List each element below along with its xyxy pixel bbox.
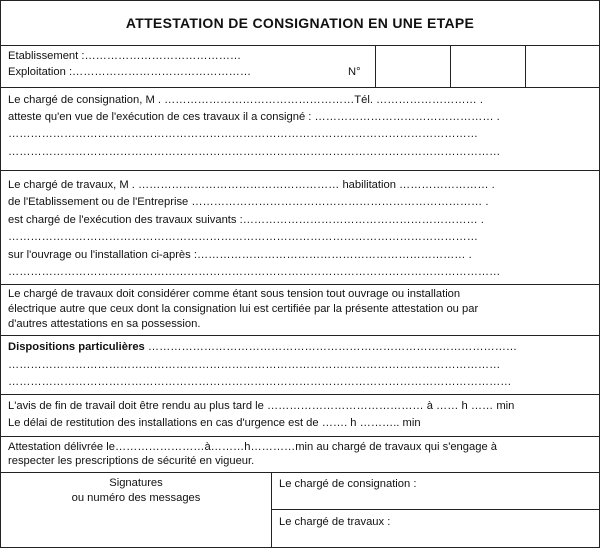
form-title: ATTESTATION DE CONSIGNATION EN UNE ETAPE <box>1 1 599 46</box>
divider <box>271 509 599 510</box>
tension-section <box>1 285 599 336</box>
attestation-section <box>1 437 599 473</box>
consignation-line-2[interactable]: atteste qu'en vue de l'exécution de ces travaux il a consigné : ………………………………………… . <box>8 111 500 123</box>
consignation-line-4[interactable]: …………………………………………………………………………………………………………………… <box>8 146 501 158</box>
signatures-sublabel: ou numéro des messages <box>71 492 201 504</box>
exploitation-field[interactable]: Exploitation :………………………………………… <box>8 66 252 78</box>
consignation-line-3[interactable]: ……………………………………………………………………………………………………………… <box>8 128 478 140</box>
avis-section <box>1 395 599 437</box>
dispositions-line-3[interactable]: ……………………………………………………………………………………………………………………… <box>8 376 512 388</box>
divider <box>450 46 451 87</box>
header-section <box>1 46 599 88</box>
divider <box>271 473 272 547</box>
travaux-line-5[interactable]: sur l'ouvrage ou l'installation ci-après :……………………………………………………………… . <box>8 249 472 261</box>
travaux-line-3[interactable]: est chargé de l'exécution des travaux suivants :……………………………………………………… . <box>8 214 484 226</box>
attestation-line-1[interactable]: Attestation délivrée le……………………à………h…………min au chargé de travaux qui s'engage à <box>8 441 497 453</box>
travaux-line-1[interactable]: Le chargé de travaux, M . ……………………………………………… habilitation …………………… . <box>8 179 495 191</box>
dispositions-line-1[interactable] <box>8 340 517 355</box>
tension-line-1: Le chargé de travaux doit considérer comme étant sous tension tout ouvrage ou installation <box>8 288 461 300</box>
signatures-section <box>1 473 599 547</box>
signature-consignation[interactable]: Le chargé de consignation : <box>279 478 417 490</box>
divider <box>525 46 526 87</box>
travaux-line-6[interactable]: …………………………………………………………………………………………………………………… <box>8 266 501 278</box>
consignation-section <box>1 88 599 171</box>
travaux-line-2[interactable]: de l'Etablissement ou de l'Entreprise …………………………………………………………………… . <box>8 196 489 208</box>
avis-line-1[interactable]: L'avis de fin de travail doit être rendu au plus tard le …………………………………… à …… h …… min <box>8 400 515 412</box>
travaux-line-4[interactable]: ……………………………………………………………………………………………………………… <box>8 231 478 243</box>
divider <box>375 46 376 87</box>
dispositions-label: Dispositions particulières <box>8 341 145 353</box>
tension-line-2: électrique autre que ceux dont la consignation lui est certifiée par la présente attestation ou par <box>8 303 479 315</box>
signature-travaux[interactable]: Le chargé de travaux : <box>279 516 391 528</box>
dispositions-dots: ……………………………………………………………………………………… <box>144 341 518 353</box>
consignation-line-1[interactable]: Le chargé de consignation, M . ……………………………………………Tél. ……………………… . <box>8 94 483 106</box>
numero-label: N° <box>348 66 361 78</box>
avis-line-2[interactable]: Le délai de restitution des installations en cas d'urgence est de ……. h ……….. min <box>8 417 421 429</box>
tension-line-3: d'autres attestations en sa possession. <box>8 318 201 330</box>
dispositions-section <box>1 336 599 395</box>
travaux-section <box>1 171 599 285</box>
etablissement-field[interactable]: Etablissement :…………………………………… <box>8 50 242 62</box>
dispositions-line-2[interactable]: …………………………………………………………………………………………………………………… <box>8 359 501 371</box>
signatures-label: Signatures <box>109 477 163 489</box>
attestation-line-2: respecter les prescriptions de sécurité en vigueur. <box>8 455 255 467</box>
